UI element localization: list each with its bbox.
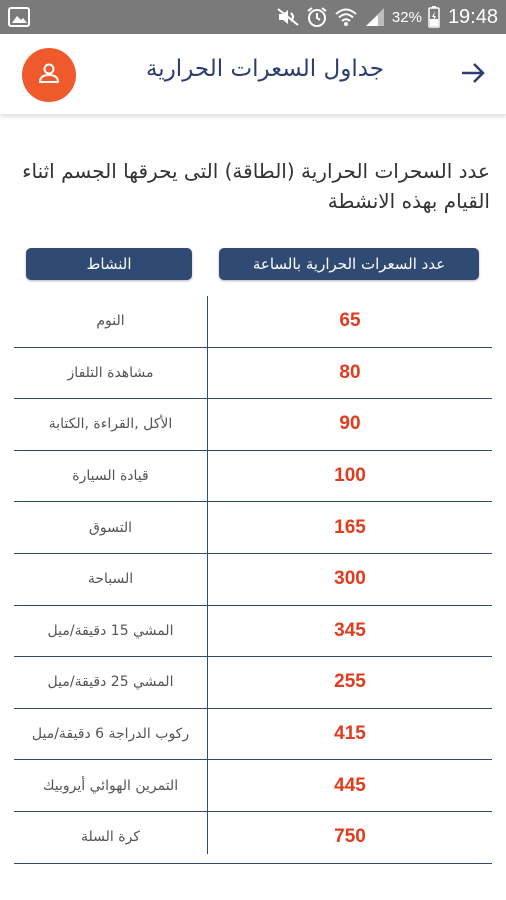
activity-cell: مشاهدة التلفاز bbox=[67, 364, 154, 381]
calories-cell: 65 bbox=[339, 310, 361, 332]
activity-cell: المشي 25 دقيقة/ميل bbox=[47, 674, 174, 691]
activity-cell: السباحة bbox=[87, 571, 134, 588]
table-row bbox=[14, 709, 492, 761]
activity-cell: ركوب الدراجة 6 دقيقة/ميل bbox=[31, 726, 190, 743]
table-row bbox=[14, 451, 492, 503]
table-row bbox=[14, 760, 492, 812]
table-row bbox=[14, 812, 492, 864]
table-row bbox=[14, 399, 492, 451]
calories-cell: 300 bbox=[334, 568, 366, 590]
alarm-icon bbox=[306, 6, 328, 28]
calories-cell: 445 bbox=[334, 774, 366, 796]
activity-column-header[interactable]: النشاط bbox=[26, 248, 192, 280]
calories-cell: 750 bbox=[334, 826, 366, 848]
table-row bbox=[14, 554, 492, 606]
activity-cell: قيادة السيارة bbox=[72, 468, 149, 485]
calories-cell: 90 bbox=[339, 413, 361, 435]
intro-text: عدد السحرات الحرارية (الطاقة) التى يحرقها الجسم اثناء القيام بهذه الانشطة bbox=[22, 159, 490, 213]
activity-cell: النوم bbox=[96, 313, 125, 330]
calories-cell: 345 bbox=[334, 619, 366, 641]
battery-charging-icon bbox=[428, 6, 440, 28]
calories-cell: 80 bbox=[339, 361, 361, 383]
table-row bbox=[14, 502, 492, 554]
app-bar bbox=[0, 34, 506, 115]
arrow-right-icon bbox=[460, 61, 486, 89]
activity-cell: المشي 15 دقيقة/ميل bbox=[47, 622, 174, 639]
calories-cell: 165 bbox=[334, 516, 366, 538]
calories-cell: 100 bbox=[334, 465, 366, 487]
page-title: جداول السعرات الحرارية bbox=[145, 56, 384, 82]
calories-column-header[interactable]: عدد السعرات الحرارية بالساعة bbox=[219, 248, 479, 280]
activity-cell: كرة السلة bbox=[81, 829, 140, 846]
battery-percent: 32% bbox=[391, 8, 422, 26]
profile-button[interactable] bbox=[22, 48, 76, 102]
signal-icon bbox=[364, 7, 386, 27]
table-row bbox=[14, 296, 492, 348]
calories-cell: 415 bbox=[334, 723, 366, 745]
activity-cell: التسوق bbox=[89, 519, 132, 536]
back-button[interactable] bbox=[456, 58, 490, 92]
clock: 19:48 bbox=[447, 5, 498, 28]
wifi-icon bbox=[334, 7, 358, 27]
table-row bbox=[14, 606, 492, 658]
status-bar bbox=[0, 0, 506, 34]
gallery-icon bbox=[8, 7, 30, 27]
mute-icon bbox=[276, 7, 300, 27]
activity-cell: التمرين الهوائي أيروبيك bbox=[42, 777, 179, 794]
table-row bbox=[14, 348, 492, 400]
calories-table bbox=[14, 296, 492, 864]
user-icon bbox=[37, 61, 61, 89]
table-row bbox=[14, 657, 492, 709]
activity-cell: الأكل ,القراءة ,الكتابة bbox=[48, 416, 173, 433]
calories-cell: 255 bbox=[334, 671, 366, 693]
